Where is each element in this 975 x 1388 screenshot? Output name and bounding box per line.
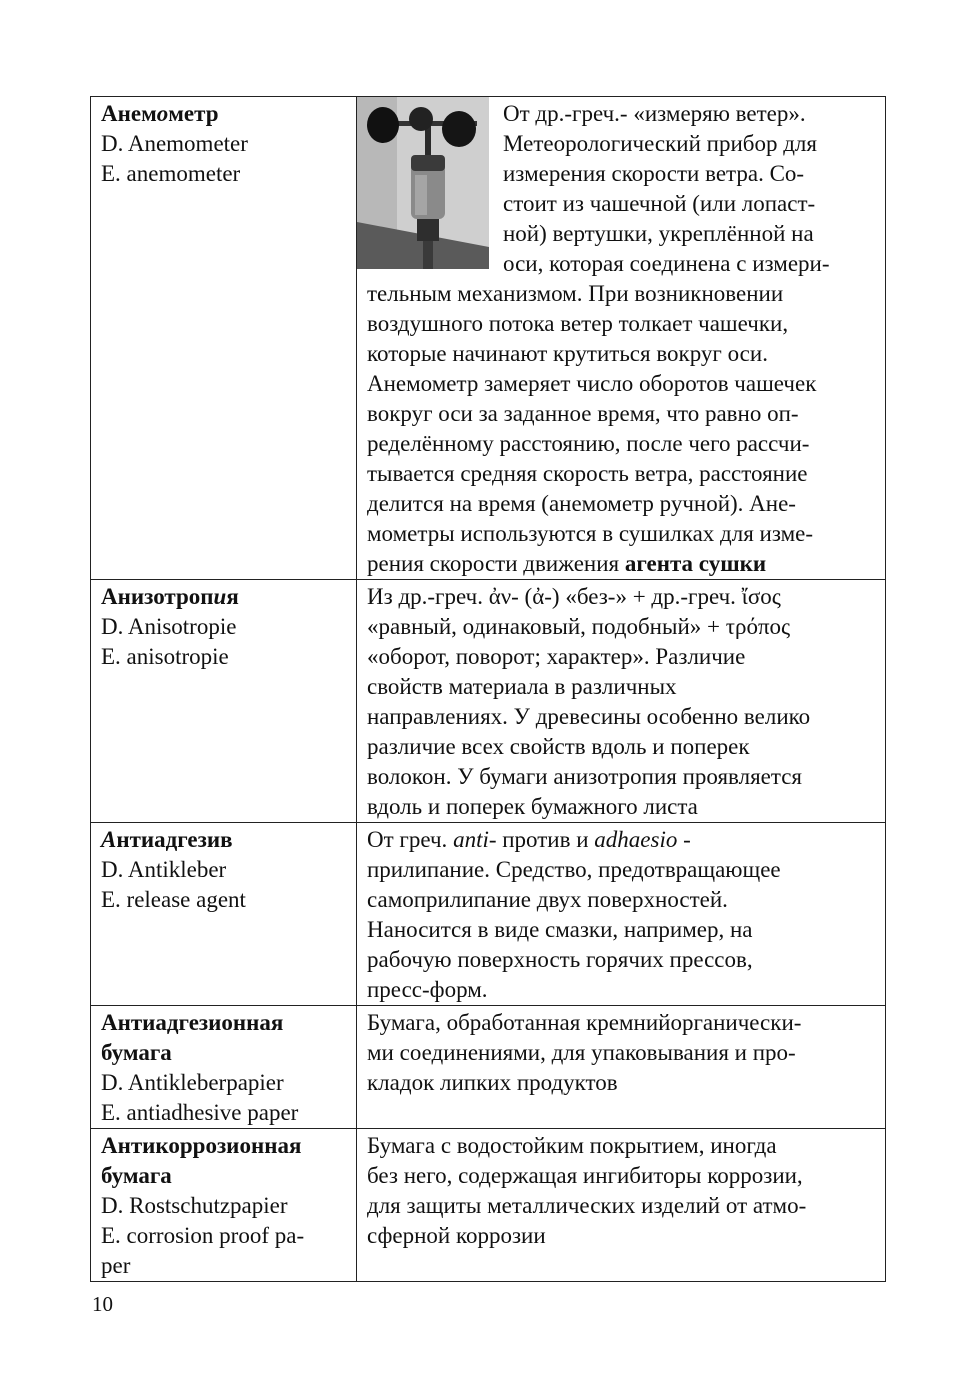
definition-line [367, 792, 877, 822]
text-run: самоприлипание двух поверхностей. [367, 887, 728, 912]
definition-line [367, 1221, 877, 1251]
italic-text: adhaesio [594, 827, 678, 852]
term-cell [91, 1006, 357, 1129]
definition-line [367, 762, 877, 792]
definition-cell [357, 97, 886, 580]
text-run: направлениях. У древесины особенно велико [367, 704, 811, 729]
definition-line [367, 1161, 877, 1191]
definition-line [367, 915, 877, 945]
text-run: различие всех свойств вдоль и поперек [367, 734, 750, 759]
english-term: E. antiadhesive paper [101, 1100, 299, 1125]
table-row [91, 580, 886, 823]
definition-line [367, 519, 877, 549]
definition-line [367, 399, 877, 429]
definition-line [367, 549, 877, 579]
definition-line [367, 1068, 877, 1098]
text-run: свойств материала в различных [367, 674, 677, 699]
bold-text: Анизотроп [101, 584, 214, 609]
definition-line [367, 309, 877, 339]
definition-line [367, 369, 877, 399]
definition-line [367, 855, 877, 885]
definition-line [367, 945, 877, 975]
german-term: D. Antikleber [101, 857, 227, 882]
term-title: бумага [101, 1163, 172, 1188]
text-run: тывается средняя скорость ветра, расстояние [367, 461, 808, 486]
text-run: рения скорости движения [367, 551, 625, 576]
definition-line [367, 582, 877, 612]
bold-text: о [156, 101, 169, 126]
definition-line [367, 642, 877, 672]
text-run: Метеорологический прибор для [503, 131, 817, 156]
term-title: Антикоррозионная [101, 1133, 302, 1158]
text-run: для защиты металлических изделий от атмо- [367, 1193, 807, 1218]
term-title [101, 582, 350, 612]
text-run: без него, содержащая ингибиторы коррозии, [367, 1163, 803, 1188]
term-title: Антиадгезионная [101, 1010, 284, 1035]
text-run: вдоль и поперек бумажного листа [367, 794, 698, 819]
text-run: От греч. [367, 827, 454, 852]
definition-line [367, 429, 877, 459]
text-run: ми соединениями, для упаковывания и про- [367, 1040, 796, 1065]
english-term: E. corrosion proof pa- [101, 1223, 305, 1248]
text-run: измерения скорости ветра. Со- [503, 161, 805, 186]
text-run: оси, которая соединена с измери- [503, 251, 830, 276]
text-run: мометры используются в сушилках для изме- [367, 521, 814, 546]
text-run: пресс-форм. [367, 977, 488, 1002]
text-run: рабочую поверхность горячих прессов, [367, 947, 753, 972]
text-run: сферной коррозии [367, 1223, 546, 1248]
anemometer-photo [357, 97, 489, 269]
table-row [91, 1129, 886, 1282]
text-run: ределённому расстоянию, после чего рассчи- [367, 431, 810, 456]
text-run: вокруг оси за заданное время, что равно оп- [367, 401, 799, 426]
text-run: Из др.-греч. ἀν- (ἀ-) «без-» + др.-греч. ἴσος [367, 584, 781, 609]
table-row [91, 1006, 886, 1129]
definition-line [367, 1191, 877, 1221]
bold-text: агента сушки [624, 551, 767, 576]
text-run: Анемометр замеряет число оборотов чашечек [367, 371, 817, 396]
text-run: делится на время (анемометр ручной). Ане- [367, 491, 796, 516]
text-run: Бумага с водостойким покрытием, иногда [367, 1133, 777, 1158]
definition-line [367, 339, 877, 369]
term-title [101, 99, 350, 129]
text-run: «оборот, поворот; характер». Различие [367, 644, 746, 669]
table-row [91, 97, 886, 580]
definition-line [367, 612, 877, 642]
definition-line [367, 702, 877, 732]
english-term: E. anemometer [101, 161, 241, 186]
bold-text: А [101, 827, 117, 852]
definition-line [367, 732, 877, 762]
text-run: тельным механизмом. При возникновении [367, 281, 784, 306]
text-run: волокон. У бумаги анизотропия проявляется [367, 764, 802, 789]
german-term: D. Anemometer [101, 131, 248, 156]
text-run: стоит из чашечной (или лопаст- [503, 191, 816, 216]
definition-cell [357, 823, 886, 1006]
text-run: воздушного потока ветер толкает чашечки, [367, 311, 789, 336]
english-term: E. anisotropie [101, 644, 229, 669]
text-run: - [677, 827, 691, 852]
definition-cell [357, 580, 886, 823]
definition-line [367, 459, 877, 489]
term-cell [91, 1129, 357, 1282]
definition-line [367, 489, 877, 519]
term-cell [91, 580, 357, 823]
text-run: От др.-греч.- «измеряю ветер». [503, 101, 806, 126]
text-run: «равный, одинаковый, подобный» + τρόπος [367, 614, 791, 639]
bold-text: нтиадгезив [116, 827, 233, 852]
definition-line [367, 885, 877, 915]
bold-text: я [226, 584, 239, 609]
term-cell [91, 97, 357, 580]
german-term: D. Rostschutzpapier [101, 1193, 288, 1218]
glossary-table [90, 96, 886, 1282]
text-run: - против и [488, 827, 595, 852]
text-run: кладок липких продуктов [367, 1070, 618, 1095]
definition-cell [357, 1006, 886, 1129]
definition-line [367, 672, 877, 702]
bold-text: метр [168, 101, 219, 126]
term-cell [91, 823, 357, 1006]
text-run: прилипание. Средство, предотвращающее [367, 857, 781, 882]
table-row [91, 823, 886, 1006]
definition-line [367, 825, 877, 855]
german-term: D. Antikleberpapier [101, 1070, 284, 1095]
term-title: бумага [101, 1040, 172, 1065]
definition-line [367, 975, 877, 1005]
term-title [101, 825, 350, 855]
text-run: ной) вертушки, укреплённой на [503, 221, 814, 246]
english-term: E. release agent [101, 887, 246, 912]
english-term: per [101, 1253, 131, 1278]
definition-line [367, 1008, 877, 1038]
definition-line [367, 279, 877, 309]
page-number: 10 [92, 1292, 113, 1316]
italic-text: anti [453, 827, 489, 852]
text-run: которые начинают крутиться вокруг оси. [367, 341, 768, 366]
bold-text: Анем [101, 101, 157, 126]
german-term: D. Anisotropie [101, 614, 237, 639]
text-run: Наносится в виде смазки, например, на [367, 917, 753, 942]
definition-line [367, 1038, 877, 1068]
text-run: Бумага, обработанная кремнийорганически- [367, 1010, 802, 1035]
bold-text: и [213, 584, 227, 609]
definition-line [367, 1131, 877, 1161]
definition-cell [357, 1129, 886, 1282]
